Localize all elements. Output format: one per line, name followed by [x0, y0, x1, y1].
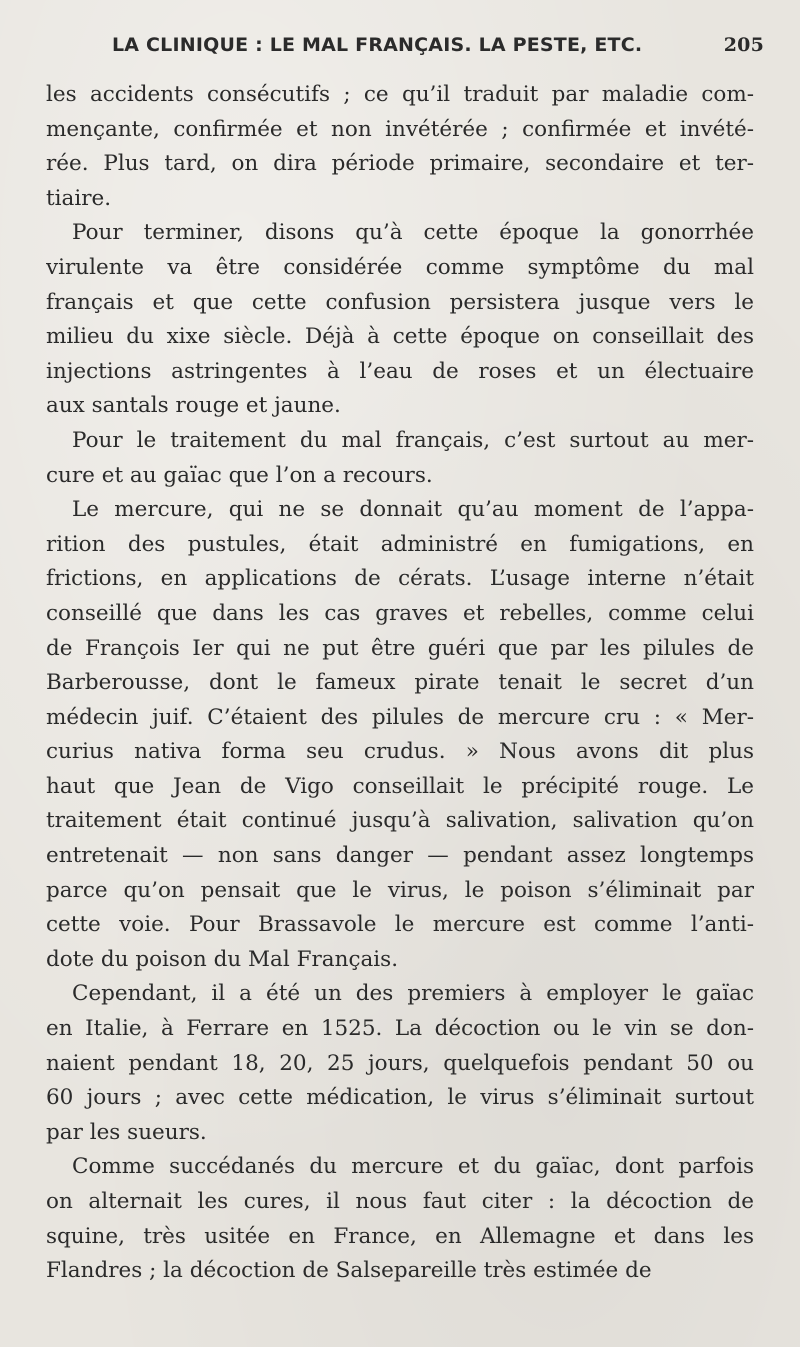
paragraph: [46, 78, 754, 216]
text-line: parce qu’on pensait que le virus, le poison s’éliminait par: [46, 877, 754, 903]
paragraph: [46, 493, 754, 977]
text-line: par les sueurs.: [46, 1119, 207, 1145]
text-line: médecin juif. C’étaient des pilules de mercure cru : « Mer-: [46, 704, 754, 730]
text-line: français et que cette confusion persistera jusque vers le: [46, 289, 754, 315]
text-line: Cependant, il a été un des premiers à employer le gaïac: [72, 981, 754, 1007]
text-line: rée. Plus tard, on dira période primaire, secondaire et ter-: [46, 151, 754, 177]
text-line: haut que Jean de Vigo conseillait le précipité rouge. Le: [46, 773, 754, 799]
paragraph: [46, 977, 754, 1150]
text-line: les accidents consécutifs ; ce qu’il traduit par maladie com-: [46, 82, 754, 107]
text-line: curius nativa forma seu crudus. » Nous avons dit plus: [46, 739, 754, 765]
text-line: cure et au gaïac que l’on a recours.: [46, 462, 433, 488]
text-line: virulente va être considérée comme symptôme du mal: [46, 254, 754, 280]
text-line: Le mercure, qui ne se donnait qu’au moment de l’appa-: [72, 497, 754, 523]
running-header: [112, 34, 764, 64]
text-line: frictions, en applications de cérats. L’usage interne n’était: [46, 566, 754, 592]
text-line: Pour terminer, disons qu’à cette époque la gonorrhée: [72, 220, 754, 246]
text-line: de François Ier qui ne put être guéri que par les pilules de: [46, 635, 754, 661]
text-line: 60 jours ; avec cette médication, le virus s’éliminait surtout: [46, 1085, 754, 1111]
paragraph: [46, 216, 754, 424]
text-line: aux santals rouge et jaune.: [46, 393, 341, 419]
text-line: cette voie. Pour Brassavole le mercure est comme l’anti-: [46, 912, 754, 938]
text-line: Flandres ; la décoction de Salsepareille très estimée de: [46, 1258, 652, 1284]
text-line: rition des pustules, était administré en fumigations, en: [46, 531, 754, 557]
text-line: traitement était continué jusqu’à salivation, salivation qu’on: [46, 808, 754, 834]
running-header-title: LA CLINIQUE : LE MAL FRANÇAIS. LA PESTE, ETC.: [112, 34, 643, 56]
text-line: Pour le traitement du mal français, c’est surtout au mer-: [72, 427, 754, 453]
text-line: mençante, confirmée et non invétérée ; confirmée et invété-: [46, 116, 754, 142]
text-line: dote du poison du Mal Français.: [46, 946, 399, 972]
text-line: injections astringentes à l’eau de roses et un électuaire: [46, 358, 754, 384]
text-line: entretenait — non sans danger — pendant assez longtemps: [46, 843, 754, 869]
text-line: tiaire.: [46, 185, 112, 211]
text-line: naient pendant 18, 20, 25 jours, quelquefois pendant 50 ou: [46, 1050, 754, 1076]
paragraph: [46, 424, 754, 493]
text-line: squine, très usitée en France, en Allemagne et dans les: [46, 1223, 754, 1249]
text-line: milieu du xixe siècle. Déjà à cette époque on conseillait des: [46, 324, 754, 350]
body-text: [46, 78, 754, 1289]
text-line: conseillé que dans les cas graves et rebelles, comme celui: [46, 600, 754, 626]
text-line: Barberousse, dont le fameux pirate tenait le secret d’un: [46, 670, 754, 696]
text-line: Comme succédanés du mercure et du gaïac, dont parfois: [72, 1154, 754, 1180]
text-line: en Italie, à Ferrare en 1525. La décoction ou le vin se don-: [46, 1016, 754, 1042]
text-line: on alternait les cures, il nous faut citer : la décoction de: [46, 1189, 754, 1214]
page-number: 205: [723, 34, 764, 56]
paragraph: [46, 1150, 754, 1288]
